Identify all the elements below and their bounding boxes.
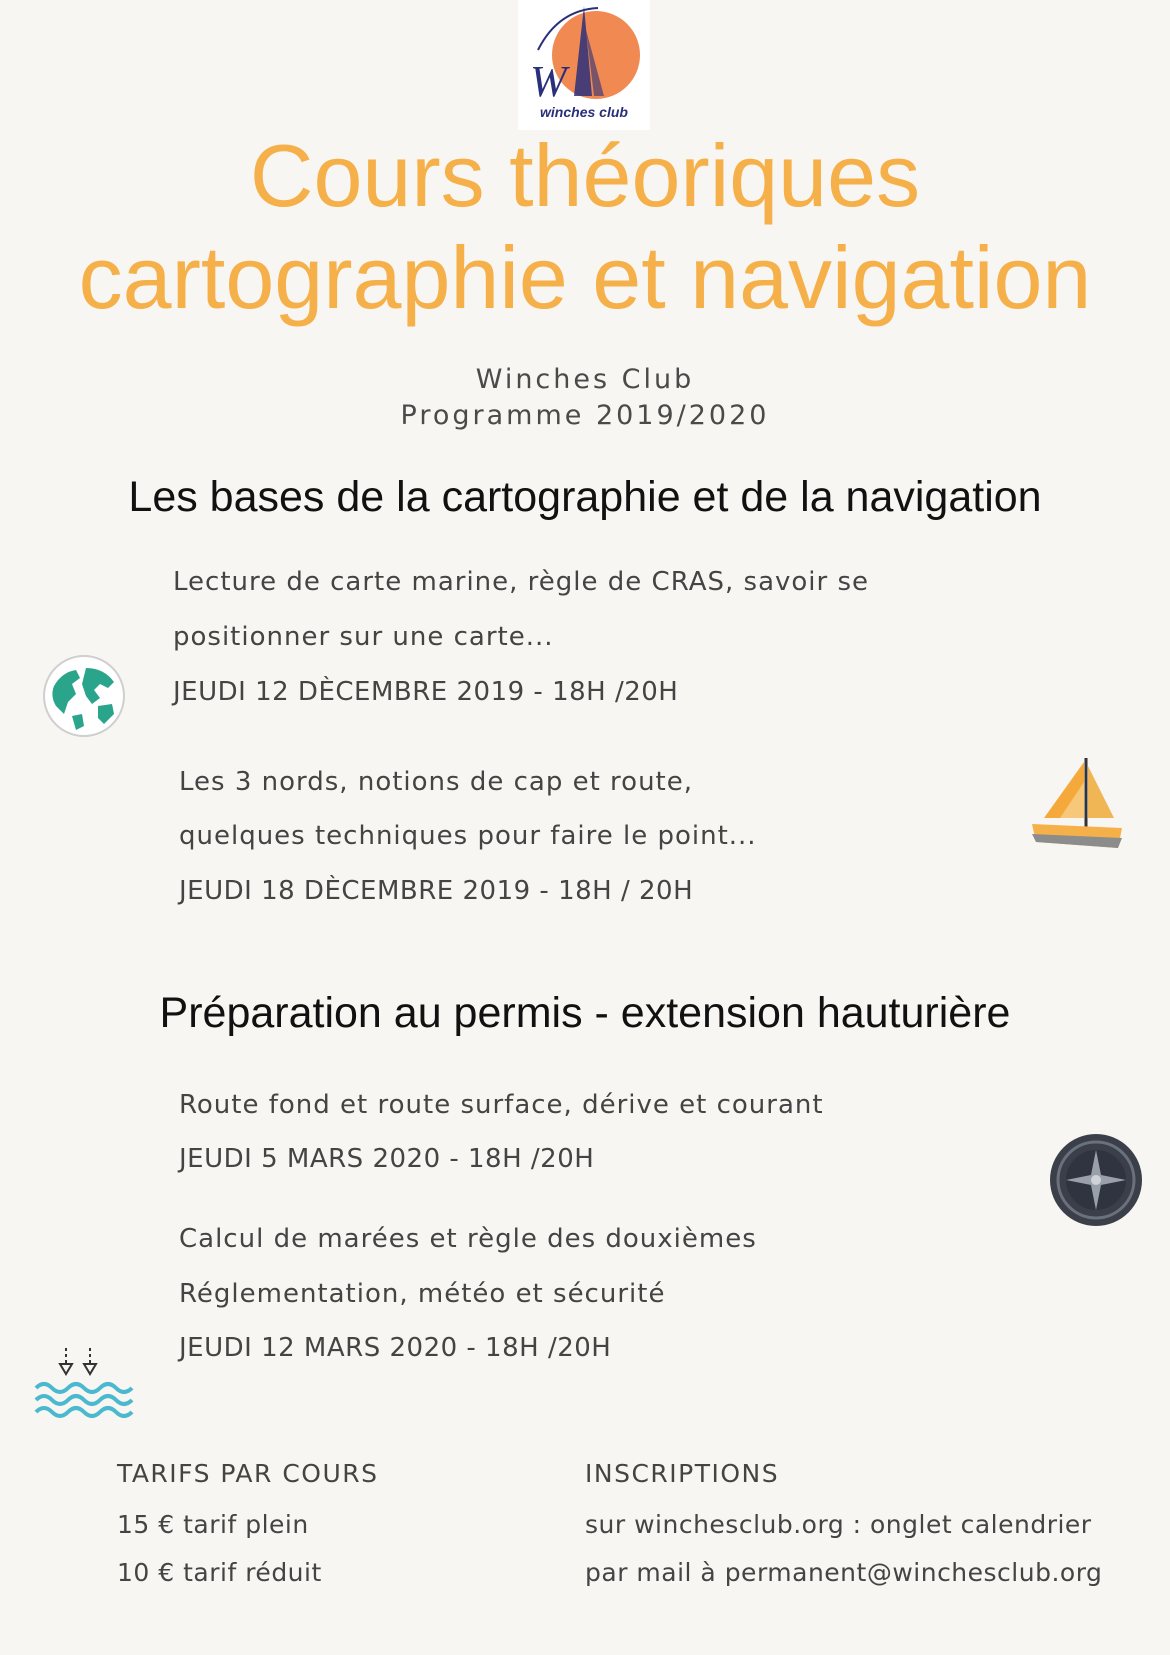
- section-1-title: Les bases de la cartographie et de la navigation: [128, 473, 1042, 521]
- globe-icon: [42, 654, 126, 738]
- course-1-line-2: positionner sur une carte...: [173, 622, 554, 652]
- winches-club-logo: [518, 0, 650, 130]
- course-2-line-2: quelques techniques pour faire le point...: [179, 821, 757, 851]
- title-line-1: Cours théoriques: [249, 126, 921, 225]
- compass-icon: [1048, 1132, 1144, 1228]
- tarifs-heading: TARIFS PAR COURS: [117, 1459, 379, 1488]
- course-1-date: JEUDI 12 DÈCEMBRE 2019 - 18H /20H: [173, 677, 679, 707]
- subtitle-programme: Programme 2019/2020: [400, 400, 770, 431]
- course-1-line-1: Lecture de carte marine, règle de CRAS, savoir se: [173, 567, 870, 597]
- inscription-mail: par mail à permanent@winchesclub.org: [585, 1558, 1103, 1587]
- course-3-date: JEUDI 5 MARS 2020 - 18H /20H: [179, 1144, 595, 1174]
- course-2-date: JEUDI 18 DÈCEMBRE 2019 - 18H / 20H: [179, 876, 694, 906]
- course-2-line-1: Les 3 nords, notions de cap et route,: [179, 767, 694, 797]
- subtitle-club: Winches Club: [475, 364, 695, 395]
- section-2-title: Préparation au permis - extension hauturière: [159, 989, 1011, 1037]
- course-3-line-1: Route fond et route surface, dérive et courant: [179, 1090, 824, 1120]
- sailboat-icon: [1030, 756, 1124, 854]
- course-4-line-1: Calcul de marées et règle des douxièmes: [179, 1224, 757, 1254]
- tarif-reduit: 10 € tarif réduit: [117, 1558, 322, 1587]
- tarif-plein: 15 € tarif plein: [117, 1510, 309, 1539]
- svg-text:W: W: [530, 57, 567, 106]
- tide-icon: [34, 1346, 134, 1422]
- course-4-date: JEUDI 12 MARS 2020 - 18H /20H: [179, 1333, 612, 1363]
- inscription-web: sur winchesclub.org : onglet calendrier: [585, 1510, 1092, 1539]
- logo-text: winches club: [540, 104, 628, 120]
- course-4-line-2: Réglementation, météo et sécurité: [179, 1279, 666, 1309]
- title-line-2: cartographie et navigation: [78, 228, 1092, 327]
- inscriptions-heading: INSCRIPTIONS: [585, 1459, 780, 1488]
